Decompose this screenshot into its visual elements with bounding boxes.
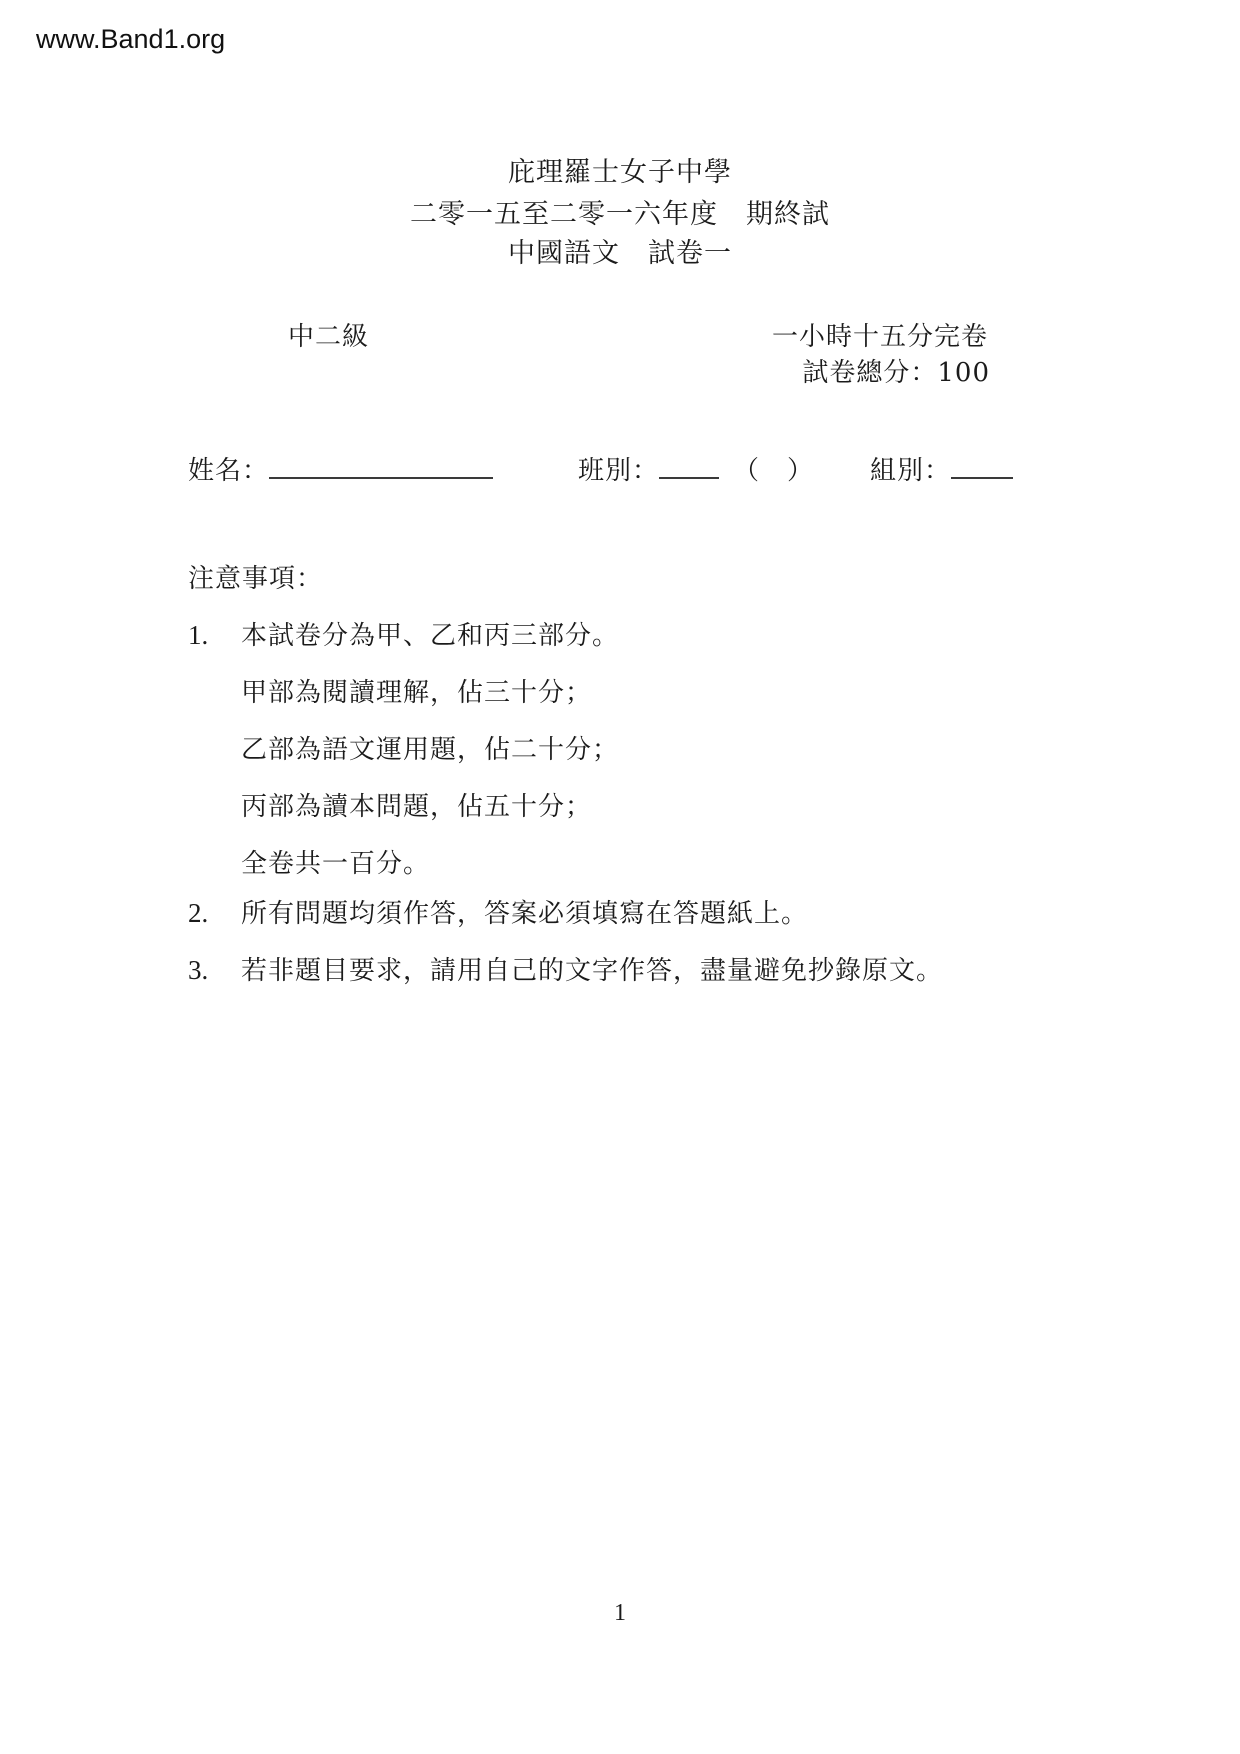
class-label: 班別： <box>578 456 660 486</box>
note-item-2 <box>188 893 808 930</box>
group-label: 組別： <box>870 456 952 486</box>
note-item-2-number: 2. <box>188 898 209 928</box>
form-level: 中二級 <box>288 322 370 352</box>
exam-duration: 一小時十五分完卷 <box>771 322 988 352</box>
class-number-brackets: （ ） <box>733 456 815 486</box>
name-blank-line <box>269 455 493 479</box>
note-item-1 <box>188 615 619 652</box>
note-item-1-detail-d: 全卷共一百分。 <box>241 849 431 879</box>
watermark-url: www.Band1.org <box>36 24 226 54</box>
note-item-1-detail-b: 乙部為語文運用題，佔二十分； <box>241 735 620 765</box>
note-item-1-text: 本試卷分為甲、乙和丙三部分。 <box>241 621 620 651</box>
note-item-3 <box>188 950 943 987</box>
class-field-group <box>578 450 814 487</box>
note-item-3-number: 3. <box>188 955 209 985</box>
group-field-group <box>870 450 1013 487</box>
note-item-1-detail-a: 甲部為閱讀理解，佔三十分； <box>241 678 593 708</box>
note-item-1-detail-c: 丙部為讀本問題，佔五十分； <box>241 792 593 822</box>
school-name: 庇理羅士女子中學 <box>508 157 732 188</box>
note-item-2-text: 所有問題均須作答，答案必須填寫在答題紙上。 <box>241 899 809 929</box>
name-field-group <box>188 450 493 487</box>
subject-paper-title: 中國語文 試卷一 <box>508 238 732 269</box>
total-score: 試卷總分：100 <box>802 358 990 388</box>
class-blank-line <box>659 455 719 479</box>
name-label: 姓名： <box>188 456 270 486</box>
note-item-1-number: 1. <box>188 620 209 650</box>
note-item-3-text: 若非題目要求，請用自己的文字作答，盡量避免抄錄原文。 <box>241 956 944 986</box>
group-blank-line <box>951 455 1013 479</box>
page-number: 1 <box>614 1600 626 1626</box>
notes-heading: 注意事項： <box>188 564 324 594</box>
exam-session: 二零一五至二零一六年度 期終試 <box>410 199 830 230</box>
